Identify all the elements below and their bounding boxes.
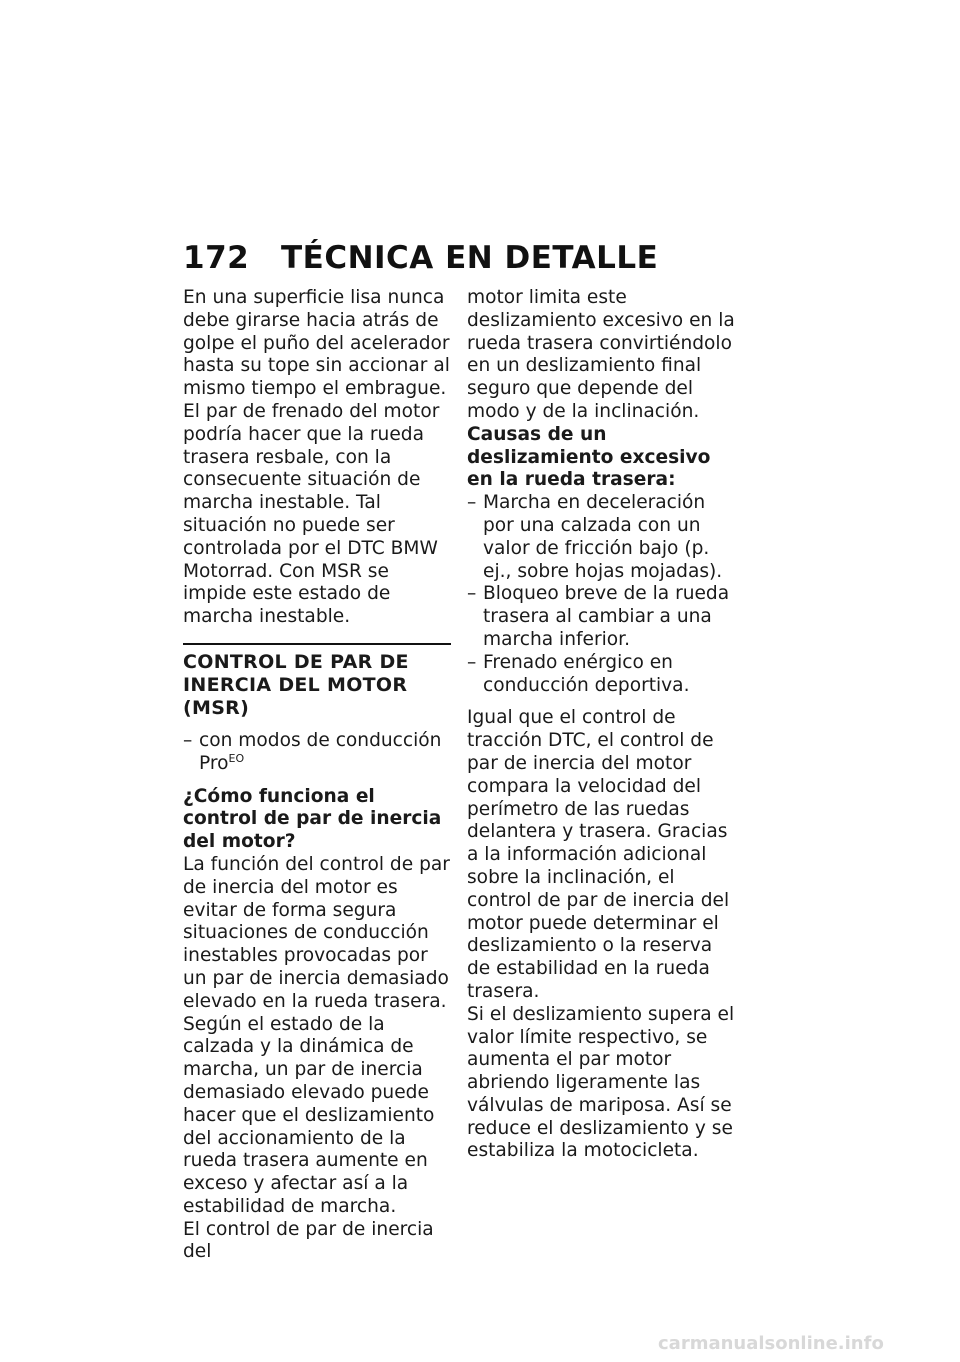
paragraph-limit: Si el deslizamiento supera el valor límite respectivo, se aumenta el par motor abriendo ligeramente las válvulas de mariposa. Así se reduce el deslizamiento y se estabiliza la motocicleta. <box>467 1003 735 1162</box>
section-title: CONTROL DE PAR DE INERCIA DEL MOTOR (MSR) <box>183 650 409 719</box>
list-item-text: Marcha en deceleración por una calzada con un valor de fricción bajo (p. ej., sobre hojas mojadas). <box>483 492 723 582</box>
list-item <box>467 492 739 583</box>
list-item-text: Frenado enérgico en conducción deportiva. <box>483 651 690 696</box>
superscript-mark: EO <box>228 751 245 765</box>
intro-paragraph: En una superficie lisa nunca debe girarse hacia atrás de golpe el puño del acelerador hasta su tope sin accionar al mismo tiempo el embrague. <box>183 287 450 400</box>
mode-list <box>183 730 451 776</box>
left-column <box>183 287 451 1264</box>
paragraph-continued: motor limita este deslizamiento excesivo en la rueda trasera convirtiéndolo en un deslizamiento final seguro que depende del modo y de la inclinación. <box>467 287 735 422</box>
list-item <box>467 652 739 698</box>
list-item-text: con modos de conducción Pro <box>199 729 442 774</box>
paragraph-function: La función del control de par de inercia del motor es evitar de forma segura situaciones de conducción inestables provocadas por un par de inercia demasiado elevado en la rueda trasera. Según el estado de la calzada y la dinámica de marcha, un par de inercia demasiado elevado puede hacer que el deslizamiento del accionamiento de la rueda trasera aumente en exceso y afectar así a la estabilidad de marcha. <box>183 853 450 1217</box>
dash-marker: – <box>467 583 477 605</box>
subheading-how-it-works: ¿Cómo funciona el control de par de inercia del motor? <box>183 785 442 853</box>
list-item-text: Bloqueo breve de la rueda trasera al cambiar a una marcha inferior. <box>483 583 730 650</box>
chapter-title: TÉCNICA EN DETALLE <box>281 240 659 276</box>
paragraph-engine-braking: El par de frenado del motor podría hacer que la rueda trasera resbale, con la consecuente situación de marcha inestable. Tal situación no puede ser controlada por el DTC BMW Motorrad. Con MSR se impide este estado de marcha inestable. <box>183 400 440 628</box>
page-header <box>183 240 658 276</box>
causes-list <box>467 492 739 697</box>
watermark: carmanualsonline.info <box>658 1333 884 1354</box>
dash-marker: – <box>467 492 477 514</box>
list-item <box>183 730 451 776</box>
right-column <box>467 287 739 1163</box>
paragraph-continued-start: El control de par de inercia del <box>183 1218 434 1263</box>
subheading-causes: Causas de un deslizamiento excesivo en la rueda trasera: <box>467 423 711 491</box>
paragraph-comparison: Igual que el control de tracción DTC, el control de par de inercia del motor compara la velocidad del perímetro de las ruedas delantera y trasera. Gracias a la información adicional sobre la inclinación, el control de par de inercia del motor puede determinar el deslizamiento o la reserva de estabilidad en la rueda trasera. <box>467 707 730 1002</box>
list-item <box>467 583 739 651</box>
section-divider <box>183 643 451 645</box>
dash-marker: – <box>467 651 477 673</box>
dash-marker: – <box>183 729 193 751</box>
page-number: 172 <box>183 240 250 276</box>
